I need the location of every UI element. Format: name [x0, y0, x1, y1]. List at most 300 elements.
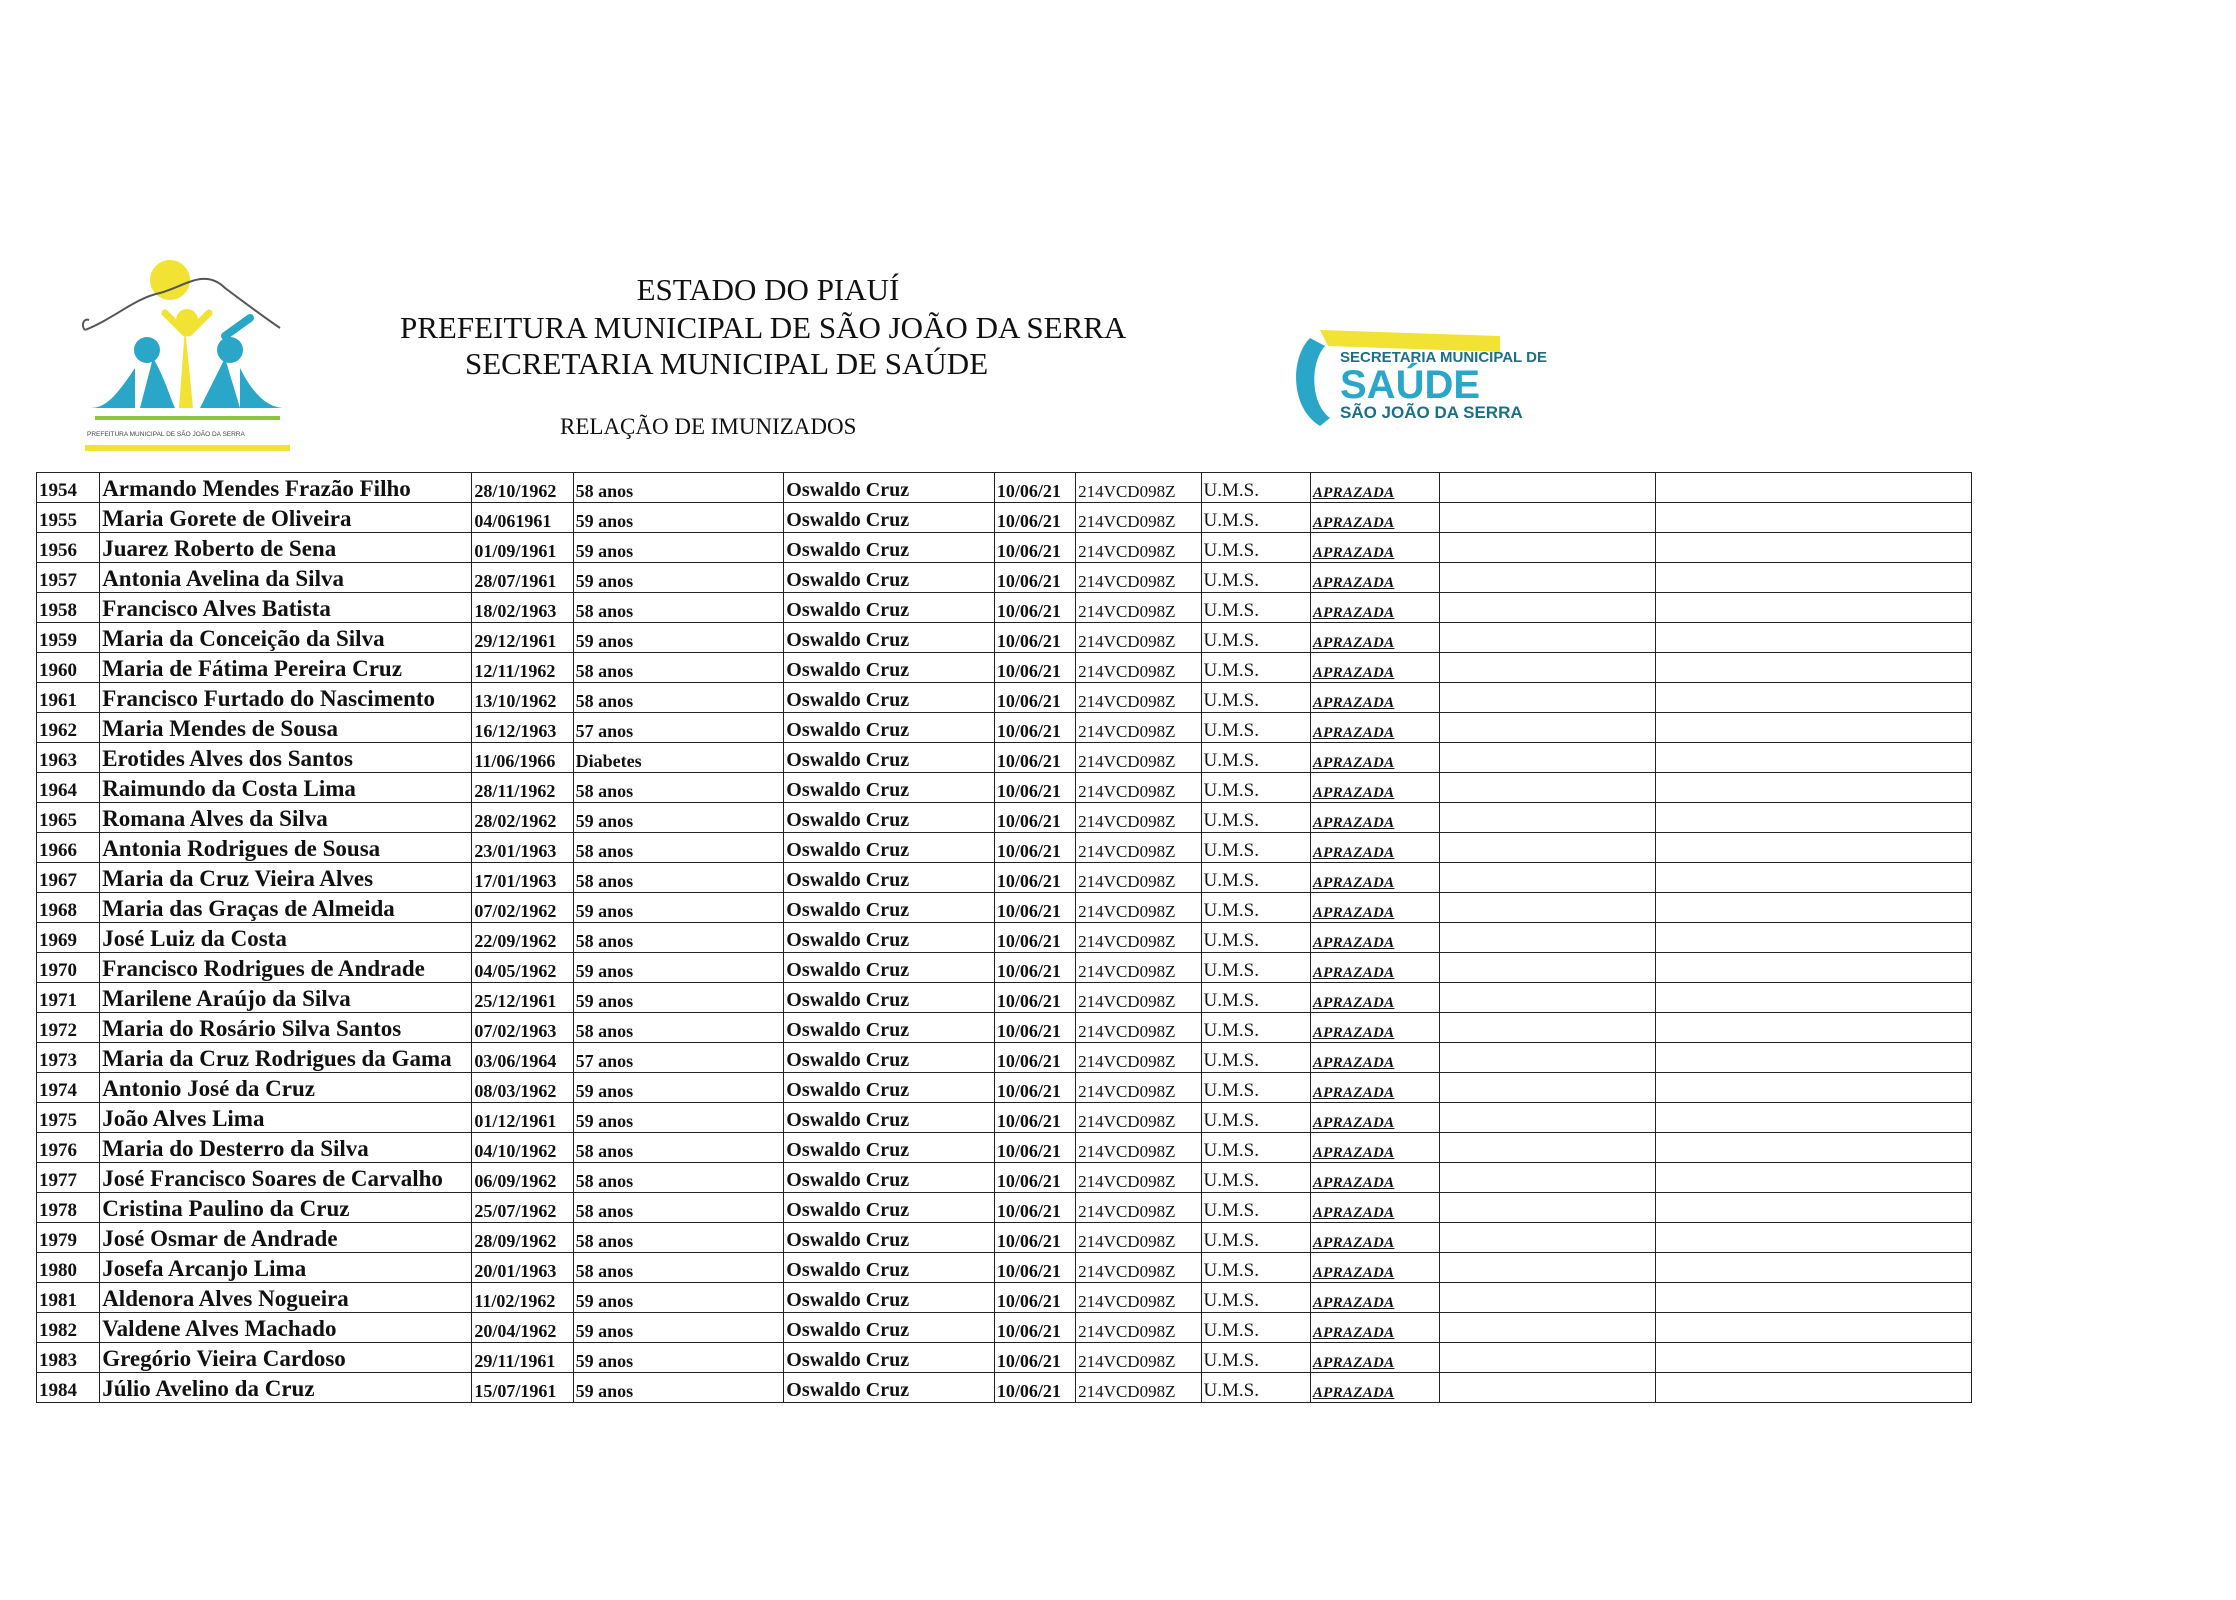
- age-or-group: 58 anos: [573, 833, 784, 863]
- patient-name: Antonio José da Cruz: [100, 1073, 472, 1103]
- table-row: [37, 743, 1972, 773]
- vaccine-lot: 214VCD098Z: [1076, 863, 1201, 893]
- empty-cell: [1440, 773, 1656, 803]
- vaccination-date: 10/06/21: [994, 1253, 1075, 1283]
- status-label: APRAZADA: [1310, 1313, 1439, 1343]
- birth-date: 28/11/1962: [472, 773, 573, 803]
- vaccination-date: 10/06/21: [994, 653, 1075, 683]
- patient-name: Josefa Arcanjo Lima: [100, 1253, 472, 1283]
- patient-name: Maria de Fátima Pereira Cruz: [100, 653, 472, 683]
- empty-cell: [1655, 983, 1971, 1013]
- health-unit: U.M.S.: [1201, 803, 1310, 833]
- birth-date: 07/02/1963: [472, 1013, 573, 1043]
- health-unit: U.M.S.: [1201, 863, 1310, 893]
- patient-name: Raimundo da Costa Lima: [100, 773, 472, 803]
- vaccine-lot: 214VCD098Z: [1076, 593, 1201, 623]
- location: Oswaldo Cruz: [784, 1373, 995, 1403]
- vaccination-date: 10/06/21: [994, 953, 1075, 983]
- empty-cell: [1655, 503, 1971, 533]
- patient-name: Antonia Rodrigues de Sousa: [100, 833, 472, 863]
- empty-cell: [1655, 713, 1971, 743]
- vaccine-lot: 214VCD098Z: [1076, 803, 1201, 833]
- row-number: 1974: [37, 1073, 100, 1103]
- vaccination-date: 10/06/21: [994, 563, 1075, 593]
- empty-cell: [1440, 1013, 1656, 1043]
- vaccine-lot: 214VCD098Z: [1076, 893, 1201, 923]
- empty-cell: [1655, 1103, 1971, 1133]
- row-number: 1963: [37, 743, 100, 773]
- table-row: [37, 1193, 1972, 1223]
- location: Oswaldo Cruz: [784, 1253, 995, 1283]
- vaccination-date: 10/06/21: [994, 683, 1075, 713]
- patient-name: Maria Gorete de Oliveira: [100, 503, 472, 533]
- vaccine-lot: 214VCD098Z: [1076, 653, 1201, 683]
- vaccine-lot: 214VCD098Z: [1076, 1343, 1201, 1373]
- table-row: [37, 1343, 1972, 1373]
- empty-cell: [1655, 1193, 1971, 1223]
- location: Oswaldo Cruz: [784, 1043, 995, 1073]
- location: Oswaldo Cruz: [784, 923, 995, 953]
- location: Oswaldo Cruz: [784, 503, 995, 533]
- status-label: APRAZADA: [1310, 923, 1439, 953]
- immunized-table: [36, 472, 1972, 1403]
- empty-cell: [1655, 653, 1971, 683]
- age-or-group: 58 anos: [573, 1253, 784, 1283]
- empty-cell: [1655, 1253, 1971, 1283]
- row-number: 1968: [37, 893, 100, 923]
- vaccine-lot: 214VCD098Z: [1076, 773, 1201, 803]
- right-figure-shape: [200, 358, 240, 408]
- vaccine-lot: 214VCD098Z: [1076, 713, 1201, 743]
- row-number: 1979: [37, 1223, 100, 1253]
- location: Oswaldo Cruz: [784, 563, 995, 593]
- birth-date: 13/10/1962: [472, 683, 573, 713]
- empty-cell: [1655, 923, 1971, 953]
- vaccine-lot: 214VCD098Z: [1076, 1373, 1201, 1403]
- empty-cell: [1655, 803, 1971, 833]
- patient-name: Francisco Alves Batista: [100, 593, 472, 623]
- patient-name: José Osmar de Andrade: [100, 1223, 472, 1253]
- empty-cell: [1655, 1043, 1971, 1073]
- age-or-group: 58 anos: [573, 1223, 784, 1253]
- empty-cell: [1440, 503, 1656, 533]
- age-or-group: Diabetes: [573, 743, 784, 773]
- birth-date: 28/10/1962: [472, 473, 573, 503]
- age-or-group: 58 anos: [573, 473, 784, 503]
- table-row: [37, 803, 1972, 833]
- age-or-group: 57 anos: [573, 713, 784, 743]
- empty-cell: [1440, 1253, 1656, 1283]
- location: Oswaldo Cruz: [784, 623, 995, 653]
- vaccination-date: 10/06/21: [994, 743, 1075, 773]
- patient-name: Cristina Paulino da Cruz: [100, 1193, 472, 1223]
- secretariat-title: SECRETARIA MUNICIPAL DE SAÚDE: [465, 346, 989, 381]
- row-number: 1965: [37, 803, 100, 833]
- status-label: APRAZADA: [1310, 1373, 1439, 1403]
- health-unit: U.M.S.: [1201, 1283, 1310, 1313]
- patient-name: Antonia Avelina da Silva: [100, 563, 472, 593]
- health-unit: U.M.S.: [1201, 473, 1310, 503]
- empty-cell: [1655, 1373, 1971, 1403]
- row-number: 1982: [37, 1313, 100, 1343]
- patient-name: Maria do Desterro da Silva: [100, 1133, 472, 1163]
- health-unit: U.M.S.: [1201, 1013, 1310, 1043]
- patient-name: Gregório Vieira Cardoso: [100, 1343, 472, 1373]
- empty-cell: [1655, 743, 1971, 773]
- birth-date: 04/05/1962: [472, 953, 573, 983]
- birth-date: 25/12/1961: [472, 983, 573, 1013]
- vaccine-lot: 214VCD098Z: [1076, 473, 1201, 503]
- patient-name: Maria das Graças de Almeida: [100, 893, 472, 923]
- document-title: RELAÇÃO DE IMUNIZADOS: [560, 414, 857, 439]
- vaccine-lot: 214VCD098Z: [1076, 1223, 1201, 1253]
- vaccination-date: 10/06/21: [994, 803, 1075, 833]
- health-unit: U.M.S.: [1201, 683, 1310, 713]
- birth-date: 28/02/1962: [472, 803, 573, 833]
- row-number: 1983: [37, 1343, 100, 1373]
- patient-name: João Alves Lima: [100, 1103, 472, 1133]
- age-or-group: 57 anos: [573, 1043, 784, 1073]
- vaccination-date: 10/06/21: [994, 1283, 1075, 1313]
- vaccine-lot: 214VCD098Z: [1076, 983, 1201, 1013]
- age-or-group: 59 anos: [573, 893, 784, 923]
- row-number: 1958: [37, 593, 100, 623]
- empty-cell: [1440, 863, 1656, 893]
- row-number: 1966: [37, 833, 100, 863]
- row-number: 1959: [37, 623, 100, 653]
- birth-date: 01/12/1961: [472, 1103, 573, 1133]
- vaccine-lot: 214VCD098Z: [1076, 1283, 1201, 1313]
- location: Oswaldo Cruz: [784, 653, 995, 683]
- age-or-group: 59 anos: [573, 1103, 784, 1133]
- vaccination-date: 10/06/21: [994, 833, 1075, 863]
- row-number: 1969: [37, 923, 100, 953]
- empty-cell: [1655, 1283, 1971, 1313]
- age-or-group: 59 anos: [573, 623, 784, 653]
- row-number: 1984: [37, 1373, 100, 1403]
- status-label: APRAZADA: [1310, 953, 1439, 983]
- empty-cell: [1655, 1163, 1971, 1193]
- empty-cell: [1440, 1343, 1656, 1373]
- table-row: [37, 623, 1972, 653]
- patient-name: Francisco Furtado do Nascimento: [100, 683, 472, 713]
- table-row: [37, 1313, 1972, 1343]
- table-row: [37, 563, 1972, 593]
- status-label: APRAZADA: [1310, 833, 1439, 863]
- immunized-table-body: [37, 473, 1972, 1403]
- empty-cell: [1655, 1343, 1971, 1373]
- empty-cell: [1440, 563, 1656, 593]
- age-or-group: 59 anos: [573, 803, 784, 833]
- table-row: [37, 923, 1972, 953]
- row-number: 1955: [37, 503, 100, 533]
- status-label: APRAZADA: [1310, 713, 1439, 743]
- table-row: [37, 1013, 1972, 1043]
- logo-right-line1: SECRETARIA MUNICIPAL DE: [1340, 349, 1547, 366]
- row-number: 1976: [37, 1133, 100, 1163]
- patient-name: Maria da Cruz Vieira Alves: [100, 863, 472, 893]
- empty-cell: [1655, 893, 1971, 923]
- location: Oswaldo Cruz: [784, 833, 995, 863]
- patient-name: Francisco Rodrigues de Andrade: [100, 953, 472, 983]
- empty-cell: [1440, 803, 1656, 833]
- vaccine-lot: 214VCD098Z: [1076, 923, 1201, 953]
- empty-cell: [1440, 983, 1656, 1013]
- status-label: APRAZADA: [1310, 1283, 1439, 1313]
- logo-right-line2: SAÚDE: [1340, 363, 1481, 407]
- health-unit: U.M.S.: [1201, 1103, 1310, 1133]
- empty-cell: [1655, 623, 1971, 653]
- birth-date: 04/10/1962: [472, 1133, 573, 1163]
- empty-cell: [1655, 1223, 1971, 1253]
- vaccine-lot: 214VCD098Z: [1076, 503, 1201, 533]
- health-unit: U.M.S.: [1201, 1253, 1310, 1283]
- row-number: 1961: [37, 683, 100, 713]
- empty-cell: [1440, 743, 1656, 773]
- health-secretariat-logo: [1280, 318, 1547, 438]
- health-unit: U.M.S.: [1201, 1193, 1310, 1223]
- table-row: [37, 593, 1972, 623]
- birth-date: 20/01/1963: [472, 1253, 573, 1283]
- age-or-group: 58 anos: [573, 1013, 784, 1043]
- patient-name: Juarez Roberto de Sena: [100, 533, 472, 563]
- empty-cell: [1655, 593, 1971, 623]
- status-label: APRAZADA: [1310, 623, 1439, 653]
- status-label: APRAZADA: [1310, 1013, 1439, 1043]
- table-row: [37, 653, 1972, 683]
- age-or-group: 58 anos: [573, 773, 784, 803]
- logo-right-line3: SÃO JOÃO DA SERRA: [1340, 403, 1523, 422]
- status-label: APRAZADA: [1310, 983, 1439, 1013]
- birth-date: 15/07/1961: [472, 1373, 573, 1403]
- age-or-group: 59 anos: [573, 983, 784, 1013]
- vaccine-lot: 214VCD098Z: [1076, 1103, 1201, 1133]
- empty-cell: [1440, 593, 1656, 623]
- location: Oswaldo Cruz: [784, 1133, 995, 1163]
- location: Oswaldo Cruz: [784, 1163, 995, 1193]
- birth-date: 20/04/1962: [472, 1313, 573, 1343]
- health-unit: U.M.S.: [1201, 923, 1310, 953]
- logo-swoosh: [1296, 338, 1330, 426]
- location: Oswaldo Cruz: [784, 773, 995, 803]
- age-or-group: 59 anos: [573, 533, 784, 563]
- vaccine-lot: 214VCD098Z: [1076, 1253, 1201, 1283]
- age-or-group: 59 anos: [573, 563, 784, 593]
- location: Oswaldo Cruz: [784, 1013, 995, 1043]
- location: Oswaldo Cruz: [784, 983, 995, 1013]
- birth-date: 18/02/1963: [472, 593, 573, 623]
- table-row: [37, 1253, 1972, 1283]
- vaccination-date: 10/06/21: [994, 1343, 1075, 1373]
- vaccination-date: 10/06/21: [994, 1163, 1075, 1193]
- table-row: [37, 1283, 1972, 1313]
- prefecture-title: PREFEITURA MUNICIPAL DE SÃO JOÃO DA SERRA: [400, 310, 1127, 345]
- empty-cell: [1655, 773, 1971, 803]
- status-label: APRAZADA: [1310, 503, 1439, 533]
- row-number: 1972: [37, 1013, 100, 1043]
- empty-cell: [1440, 473, 1656, 503]
- table-row: [37, 683, 1972, 713]
- location: Oswaldo Cruz: [784, 1343, 995, 1373]
- birth-date: 23/01/1963: [472, 833, 573, 863]
- health-unit: U.M.S.: [1201, 1373, 1310, 1403]
- status-label: APRAZADA: [1310, 893, 1439, 923]
- vaccination-date: 10/06/21: [994, 623, 1075, 653]
- patient-name: Maria do Rosário Silva Santos: [100, 1013, 472, 1043]
- table-row: [37, 1163, 1972, 1193]
- birth-date: 17/01/1963: [472, 863, 573, 893]
- state-title: ESTADO DO PIAUÍ: [636, 272, 900, 307]
- birth-date: 07/02/1962: [472, 893, 573, 923]
- location: Oswaldo Cruz: [784, 713, 995, 743]
- vaccine-lot: 214VCD098Z: [1076, 623, 1201, 653]
- birth-date: 11/02/1962: [472, 1283, 573, 1313]
- vaccination-date: 10/06/21: [994, 713, 1075, 743]
- center-figure-shape: [179, 328, 193, 408]
- status-label: APRAZADA: [1310, 563, 1439, 593]
- empty-cell: [1655, 1013, 1971, 1043]
- empty-cell: [1440, 833, 1656, 863]
- health-unit: U.M.S.: [1201, 1313, 1310, 1343]
- health-unit: U.M.S.: [1201, 563, 1310, 593]
- row-number: 1971: [37, 983, 100, 1013]
- vaccine-lot: 214VCD098Z: [1076, 1163, 1201, 1193]
- location: Oswaldo Cruz: [784, 1283, 995, 1313]
- location: Oswaldo Cruz: [784, 1193, 995, 1223]
- vaccination-date: 10/06/21: [994, 1043, 1075, 1073]
- birth-date: 29/11/1961: [472, 1343, 573, 1373]
- location: Oswaldo Cruz: [784, 683, 995, 713]
- vaccination-date: 10/06/21: [994, 893, 1075, 923]
- table-row: [37, 713, 1972, 743]
- table-row: [37, 1043, 1972, 1073]
- patient-name: Valdene Alves Machado: [100, 1313, 472, 1343]
- age-or-group: 59 anos: [573, 1373, 784, 1403]
- birth-date: 22/09/1962: [472, 923, 573, 953]
- age-or-group: 58 anos: [573, 923, 784, 953]
- location: Oswaldo Cruz: [784, 1073, 995, 1103]
- location: Oswaldo Cruz: [784, 1313, 995, 1343]
- vaccine-lot: 214VCD098Z: [1076, 743, 1201, 773]
- vaccine-lot: 214VCD098Z: [1076, 563, 1201, 593]
- health-unit: U.M.S.: [1201, 653, 1310, 683]
- empty-cell: [1655, 1133, 1971, 1163]
- vaccination-date: 10/06/21: [994, 863, 1075, 893]
- row-number: 1967: [37, 863, 100, 893]
- birth-date: 03/06/1964: [472, 1043, 573, 1073]
- patient-name: Romana Alves da Silva: [100, 803, 472, 833]
- location: Oswaldo Cruz: [784, 893, 995, 923]
- status-label: APRAZADA: [1310, 1103, 1439, 1133]
- health-unit: U.M.S.: [1201, 533, 1310, 563]
- health-unit: U.M.S.: [1201, 1073, 1310, 1103]
- table-row: [37, 983, 1972, 1013]
- status-label: APRAZADA: [1310, 743, 1439, 773]
- vaccination-date: 10/06/21: [994, 1193, 1075, 1223]
- empty-cell: [1440, 1313, 1656, 1343]
- logo-left-caption: PREFEITURA MUNICIPAL DE SÃO JOÃO DA SERRA: [87, 431, 245, 438]
- table-row: [37, 863, 1972, 893]
- health-unit: U.M.S.: [1201, 1343, 1310, 1373]
- vaccine-lot: 214VCD098Z: [1076, 1133, 1201, 1163]
- status-label: APRAZADA: [1310, 1163, 1439, 1193]
- health-unit: U.M.S.: [1201, 983, 1310, 1013]
- vaccination-date: 10/06/21: [994, 533, 1075, 563]
- status-label: APRAZADA: [1310, 593, 1439, 623]
- empty-cell: [1440, 653, 1656, 683]
- location: Oswaldo Cruz: [784, 533, 995, 563]
- empty-cell: [1440, 533, 1656, 563]
- row-number: 1964: [37, 773, 100, 803]
- birth-date: 12/11/1962: [472, 653, 573, 683]
- health-unit: U.M.S.: [1201, 1223, 1310, 1253]
- status-label: APRAZADA: [1310, 773, 1439, 803]
- empty-cell: [1440, 1373, 1656, 1403]
- table-row: [37, 1223, 1972, 1253]
- vaccination-date: 10/06/21: [994, 1223, 1075, 1253]
- birth-date: 11/06/1966: [472, 743, 573, 773]
- patient-name: José Francisco Soares de Carvalho: [100, 1163, 472, 1193]
- row-number: 1960: [37, 653, 100, 683]
- empty-cell: [1440, 1283, 1656, 1313]
- vaccination-date: 10/06/21: [994, 1073, 1075, 1103]
- vaccine-lot: 214VCD098Z: [1076, 833, 1201, 863]
- row-number: 1975: [37, 1103, 100, 1133]
- birth-date: 29/12/1961: [472, 623, 573, 653]
- empty-cell: [1655, 683, 1971, 713]
- empty-cell: [1440, 1163, 1656, 1193]
- empty-cell: [1440, 1043, 1656, 1073]
- left-figure-shape: [90, 368, 135, 408]
- age-or-group: 58 anos: [573, 593, 784, 623]
- table-row: [37, 473, 1972, 503]
- location: Oswaldo Cruz: [784, 743, 995, 773]
- vaccination-date: 10/06/21: [994, 1373, 1075, 1403]
- vaccination-date: 10/06/21: [994, 1013, 1075, 1043]
- birth-date: 04/061961: [472, 503, 573, 533]
- health-unit: U.M.S.: [1201, 1043, 1310, 1073]
- health-unit: U.M.S.: [1201, 503, 1310, 533]
- row-number: 1954: [37, 473, 100, 503]
- table-row: [37, 1133, 1972, 1163]
- birth-date: 01/09/1961: [472, 533, 573, 563]
- vaccine-lot: 214VCD098Z: [1076, 1193, 1201, 1223]
- birth-date: 16/12/1963: [472, 713, 573, 743]
- patient-name: José Luiz da Costa: [100, 923, 472, 953]
- vaccine-lot: 214VCD098Z: [1076, 1013, 1201, 1043]
- status-label: APRAZADA: [1310, 1043, 1439, 1073]
- empty-cell: [1440, 683, 1656, 713]
- empty-cell: [1655, 953, 1971, 983]
- patient-name: Aldenora Alves Nogueira: [100, 1283, 472, 1313]
- status-label: APRAZADA: [1310, 1133, 1439, 1163]
- empty-cell: [1440, 1193, 1656, 1223]
- status-label: APRAZADA: [1310, 1343, 1439, 1373]
- patient-name: Maria Mendes de Sousa: [100, 713, 472, 743]
- age-or-group: 58 anos: [573, 1163, 784, 1193]
- location: Oswaldo Cruz: [784, 803, 995, 833]
- vaccination-date: 10/06/21: [994, 923, 1075, 953]
- age-or-group: 59 anos: [573, 1283, 784, 1313]
- age-or-group: 58 anos: [573, 863, 784, 893]
- vaccination-date: 10/06/21: [994, 1133, 1075, 1163]
- age-or-group: 59 anos: [573, 1343, 784, 1373]
- table-row: [37, 893, 1972, 923]
- age-or-group: 59 anos: [573, 503, 784, 533]
- birth-date: 28/07/1961: [472, 563, 573, 593]
- table-row: [37, 1073, 1972, 1103]
- status-label: APRAZADA: [1310, 863, 1439, 893]
